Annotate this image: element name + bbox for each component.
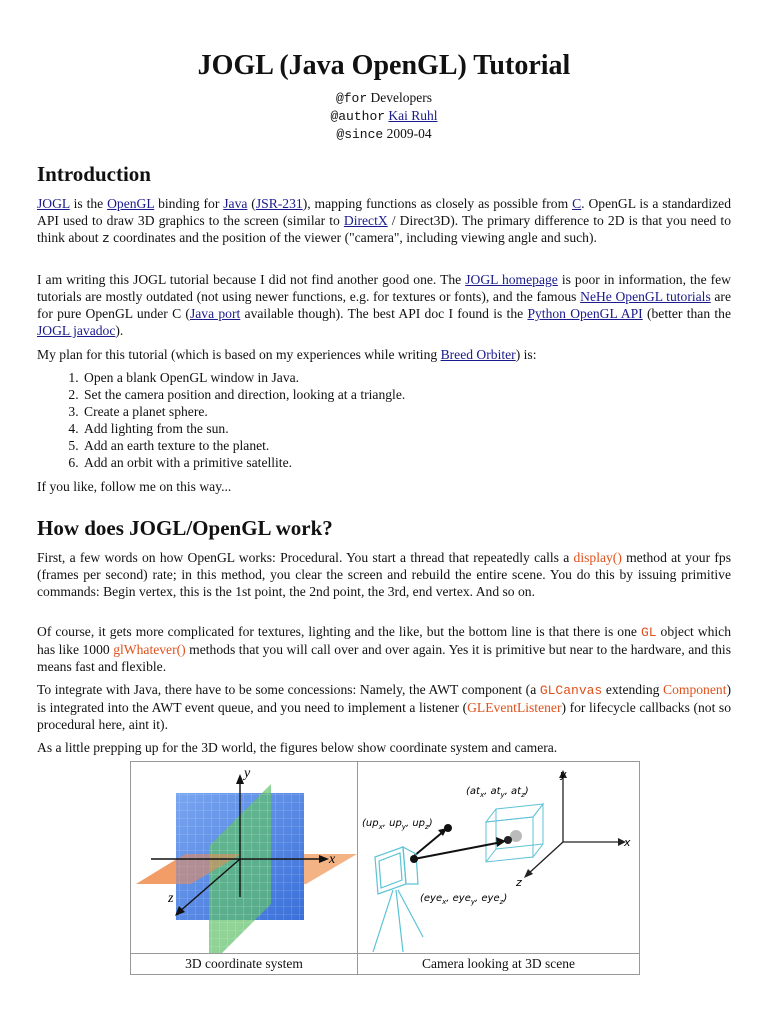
meta-author <box>37 107 731 125</box>
text: ( <box>247 196 256 211</box>
directx-link[interactable]: DirectX <box>343 213 388 228</box>
meta-for <box>37 89 731 107</box>
camera-figure <box>358 762 639 953</box>
opengl-link[interactable]: OpenGL <box>107 196 155 211</box>
jogl-javadoc-link[interactable]: JOGL javadoc <box>37 323 116 338</box>
glwhatever-code: glWhatever() <box>113 642 186 657</box>
intro-paragraph-4: If you like, follow me on this way... <box>37 479 232 494</box>
meta-since <box>37 125 731 143</box>
gl-code: GL <box>640 625 657 640</box>
how-paragraph-4: As a little prepping up for the 3D world, the figures below show coordinate system and camera. <box>37 740 558 755</box>
page-title: JOGL (Java OpenGL) Tutorial <box>197 50 571 81</box>
figure-table <box>130 761 640 975</box>
text: ) is integrated into the AWT event queue, and you need to implement a listener ( <box>37 682 731 715</box>
for-value: Developers <box>370 90 433 105</box>
z-code: z <box>101 231 110 246</box>
breed-orbiter-link[interactable]: Breed Orbiter <box>440 347 516 362</box>
camera-cell <box>358 762 639 974</box>
camera <box>373 847 423 952</box>
text: / Direct3D). The primary difference to 2D is that you need to think about <box>37 213 731 245</box>
text: is poor in information, the few tutorials are mostly outdated (not using newer functions, e.g. for textures or fonts), and the famous <box>37 272 732 304</box>
text: Of course, it gets more complicated for textures, lighting and the like, but the bottom line is that there is one <box>37 624 641 639</box>
since-value: 2009-04 <box>386 126 432 141</box>
right-x-label: x <box>624 836 631 849</box>
text: ) for lifecycle callbacks (not so procedural here, aint it). <box>37 700 731 732</box>
caption-right: Camera looking at 3D scene <box>358 953 639 974</box>
at-point <box>504 836 512 844</box>
intro-paragraph-3 <box>37 346 731 363</box>
author-tag: @author <box>330 109 386 124</box>
text: methods that you will call over and over again. Yes it is primitive but near to the hardware, and this means fast and flexible. <box>37 642 731 674</box>
glcanvas-code: GLCanvas <box>539 683 603 698</box>
for-tag: @for <box>335 91 368 106</box>
gleventlistener-code: GLEventListener <box>467 700 562 715</box>
list-item: 3. Create a planet sphere. <box>82 403 405 420</box>
since-tag: @since <box>336 127 384 142</box>
coordinate-system-cell <box>131 762 358 974</box>
jogl-link[interactable]: JOGL <box>37 196 70 211</box>
intro-heading: Introduction <box>37 162 151 186</box>
text: ) is: <box>515 347 537 362</box>
up-vector <box>414 831 444 856</box>
eye-point <box>410 855 418 863</box>
display-code: display() <box>573 550 622 565</box>
y-arrow <box>236 774 244 784</box>
right-z-label: z <box>516 876 522 889</box>
text: coordinates and the position of the viewer ("camera", including viewing angle and such). <box>109 230 597 245</box>
text: ). <box>115 323 124 338</box>
text: I am writing this JOGL tutorial because I did not find another good one. The <box>37 272 466 287</box>
meta-block <box>37 89 731 143</box>
intro-paragraph-2 <box>37 271 731 339</box>
c-link[interactable]: C <box>572 196 582 211</box>
text: available though). The best API doc I found is the <box>240 306 528 321</box>
right-y-label: y <box>560 768 567 781</box>
text: method at your fps (frames per second) rate; in this method, you clear the screen and rebuild the entire scene. You do this by issuing primitive commands: Begin vertex, this is the 1st point, the 2nd point, the 3rd, end vertex. And so on. <box>37 550 731 599</box>
jogl-homepage-link[interactable]: JOGL homepage <box>465 272 558 287</box>
caption-left: 3D coordinate system <box>131 953 357 974</box>
text: object which has like 1000 <box>37 624 731 657</box>
up-label: ($up_x$, $up_y$, $up_z$) <box>362 818 433 831</box>
text: . OpenGL is a standardized API used to draw 3D graphics to the screen (similar to <box>37 196 731 228</box>
how-paragraph-3 <box>37 681 731 733</box>
text: My plan for this tutorial (which is based on my experiences while writing <box>37 347 441 362</box>
jsr-link[interactable]: JSR-231 <box>255 196 303 211</box>
how-heading: How does JOGL/OpenGL work? <box>37 516 333 540</box>
text: (better than the <box>642 306 731 321</box>
z-label: z <box>168 891 174 906</box>
text: First, a few words on how OpenGL works: Procedural. You start a thread that repeatedly calls a <box>37 550 574 565</box>
y-label: y <box>244 766 251 781</box>
java-port-link[interactable]: Java port <box>189 306 241 321</box>
intro-paragraph-1 <box>37 195 731 247</box>
coordinate-system-figure <box>131 762 357 953</box>
list-item: 1. Open a blank OpenGL window in Java. <box>82 369 405 386</box>
text: are for pure OpenGL under C ( <box>37 289 731 321</box>
text: is the <box>69 196 108 211</box>
plan-list <box>37 369 405 471</box>
list-item: 6. Add an orbit with a primitive satellite. <box>82 454 405 471</box>
component-code: Component <box>663 682 727 697</box>
how-paragraph-1 <box>37 549 731 600</box>
python-api-link[interactable]: Python OpenGL API <box>527 306 643 321</box>
nehe-link[interactable]: NeHe OpenGL tutorials <box>580 289 711 304</box>
how-paragraph-2 <box>37 623 731 675</box>
list-item: 2. Set the camera position and direction, looking at a triangle. <box>82 386 405 403</box>
eye-label: (eye$_x$, eye$_y$, eye$_z$) <box>420 893 508 906</box>
text: extending <box>602 682 664 697</box>
x-label: x <box>329 852 336 867</box>
text: ), mapping functions as closely as possible from <box>302 196 573 211</box>
author-link[interactable]: Kai Ruhl <box>388 108 438 123</box>
text: To integrate with Java, there have to be some concessions: Namely, the AWT component (a <box>37 682 540 697</box>
list-item: 4. Add lighting from the sun. <box>82 420 405 437</box>
list-item: 5. Add an earth texture to the planet. <box>82 437 405 454</box>
at-label: ($at_x$, $at_y$, $at_z$) <box>466 786 529 799</box>
java-link[interactable]: Java <box>223 196 248 211</box>
text: binding for <box>154 196 224 211</box>
